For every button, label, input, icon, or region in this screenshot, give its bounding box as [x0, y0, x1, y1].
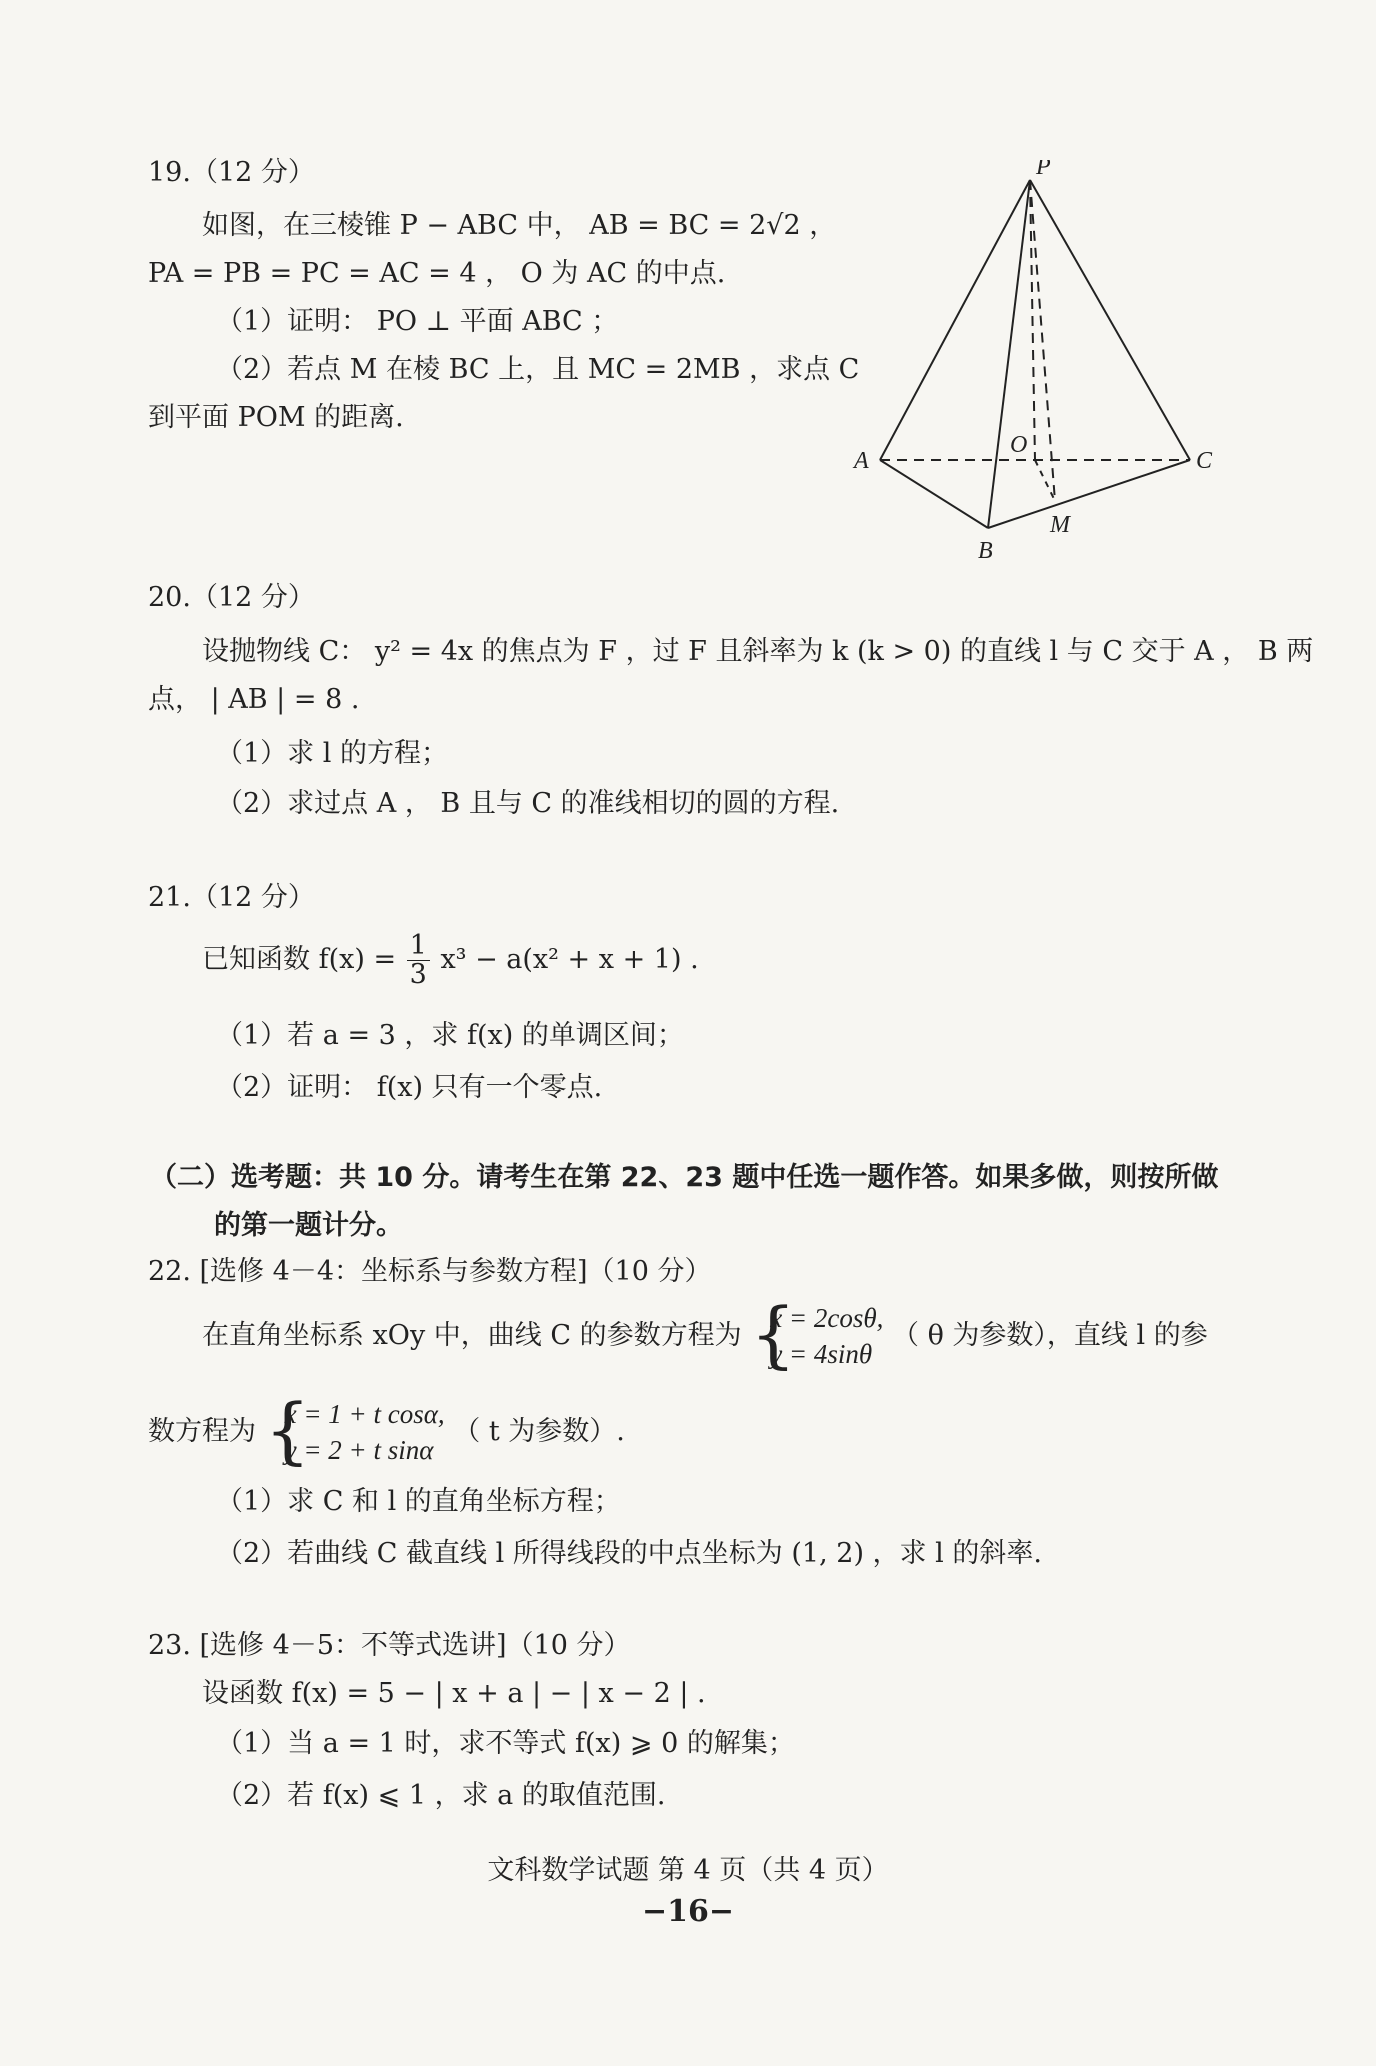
- q22-line-2: [148, 1388, 625, 1476]
- q22-part-2: （2）若曲线 C 截直线 l 所得线段的中点坐标为 (1, 2) ，求 l 的斜率.: [216, 1538, 1042, 1569]
- edge-pb: [988, 180, 1030, 528]
- q23-part-1: （1）当 a = 1 时，求不等式 f(x) ⩾ 0 的解集；: [216, 1728, 795, 1759]
- q22-header: 22. [选修 4－4：坐标系与参数方程]（10 分）: [148, 1256, 712, 1287]
- curve-eq-2: y = 4sinθ: [770, 1339, 873, 1369]
- q22-line-2a: 数方程为: [148, 1416, 256, 1447]
- q22-line-1: [202, 1292, 1208, 1380]
- q19-line-1: 如图，在三棱锥 P − ABC 中， AB = BC = 2√2 ，: [202, 210, 837, 241]
- pyramid-figure: [840, 160, 1240, 560]
- q22-line-system: [264, 1388, 445, 1472]
- q21-part-1: （1）若 a = 3 ，求 f(x) 的单调区间；: [216, 1020, 684, 1051]
- label-p: P: [1036, 160, 1051, 180]
- q20-header: 20.（12 分）: [148, 582, 315, 613]
- curve-eq-1: x = 2cosθ,: [770, 1303, 884, 1333]
- q19-part-1: （1）证明： PO ⊥ 平面 ABC ；: [216, 306, 619, 337]
- page-footer-title: 文科数学试题 第 4 页（共 4 页）: [487, 1855, 889, 1886]
- q19-part-2a: （2）若点 M 在棱 BC 上，且 MC = 2MB ，求点 C: [216, 354, 860, 385]
- q20-part-2: （2）求过点 A ， B 且与 C 的准线相切的圆的方程.: [216, 788, 840, 819]
- edge-pa: [880, 180, 1030, 460]
- q19-part-2b: 到平面 POM 的距离.: [148, 402, 404, 433]
- elective-heading-2: 的第一题计分。: [214, 1210, 403, 1241]
- edge-ab: [880, 460, 988, 528]
- q21-fraction: [407, 932, 430, 989]
- elective-heading-1: （二）选考题：共 10 分。请考生在第 22、23 题中任选一题作答。如果多做，则按所做: [150, 1162, 1219, 1193]
- q20-line-1: 设抛物线 C： y² = 4x 的焦点为 F ，过 F 且斜率为 k (k > 0) 的直线 l 与 C 交于 A ， B 两: [202, 636, 1314, 667]
- q19-header: 19.（12 分）: [148, 157, 315, 188]
- q21-frac-num: 1: [407, 932, 430, 961]
- q20-line-2: 点， | AB | = 8 .: [148, 684, 360, 715]
- q23-line-1: 设函数 f(x) = 5 − | x + a | − | x − 2 | .: [202, 1678, 706, 1709]
- line-brace: {: [264, 1388, 311, 1472]
- label-o: O: [1010, 432, 1028, 458]
- q20-part-1: （1）求 l 的方程；: [216, 738, 448, 769]
- label-b: B: [978, 538, 993, 560]
- q22-curve-system: [750, 1292, 884, 1376]
- label-m: M: [1050, 512, 1070, 538]
- q19-line-2: PA = PB = PC = AC = 4 ， O 为 AC 的中点.: [148, 258, 726, 289]
- label-c: C: [1196, 448, 1213, 474]
- q23-header: 23. [选修 4－5：不等式选讲]（10 分）: [148, 1630, 631, 1661]
- line-eq-2: y = 2 + t sinα: [284, 1435, 434, 1465]
- curve-brace: {: [750, 1292, 797, 1376]
- q23-part-2: （2）若 f(x) ⩽ 1 ，求 a 的取值范围.: [216, 1780, 666, 1811]
- page-number: −16−: [641, 1894, 735, 1929]
- edge-pc: [1030, 180, 1190, 460]
- edge-bc: [988, 460, 1190, 528]
- q22-line-1a: 在直角坐标系 xOy 中，曲线 C 的参数方程为: [202, 1320, 742, 1351]
- q21-intro: 已知函数 f(x) =: [202, 944, 397, 975]
- label-a: A: [854, 448, 869, 474]
- q22-line-1b: （ θ 为参数），直线 l 的参: [892, 1320, 1208, 1351]
- q22-part-1: （1）求 C 和 l 的直角坐标方程；: [216, 1486, 621, 1517]
- q21-header: 21.（12 分）: [148, 882, 315, 913]
- edge-om-hidden: [1035, 460, 1055, 501]
- q21-tail: x³ − a(x² + x + 1) .: [440, 944, 699, 975]
- q21-function-line: [202, 930, 699, 990]
- q22-line-2b: （ t 为参数）.: [453, 1416, 625, 1447]
- line-eq-1: x = 1 + t cosα,: [284, 1399, 445, 1429]
- q21-part-2: （2）证明： f(x) 只有一个零点.: [216, 1072, 603, 1103]
- q21-frac-den: 3: [409, 959, 427, 990]
